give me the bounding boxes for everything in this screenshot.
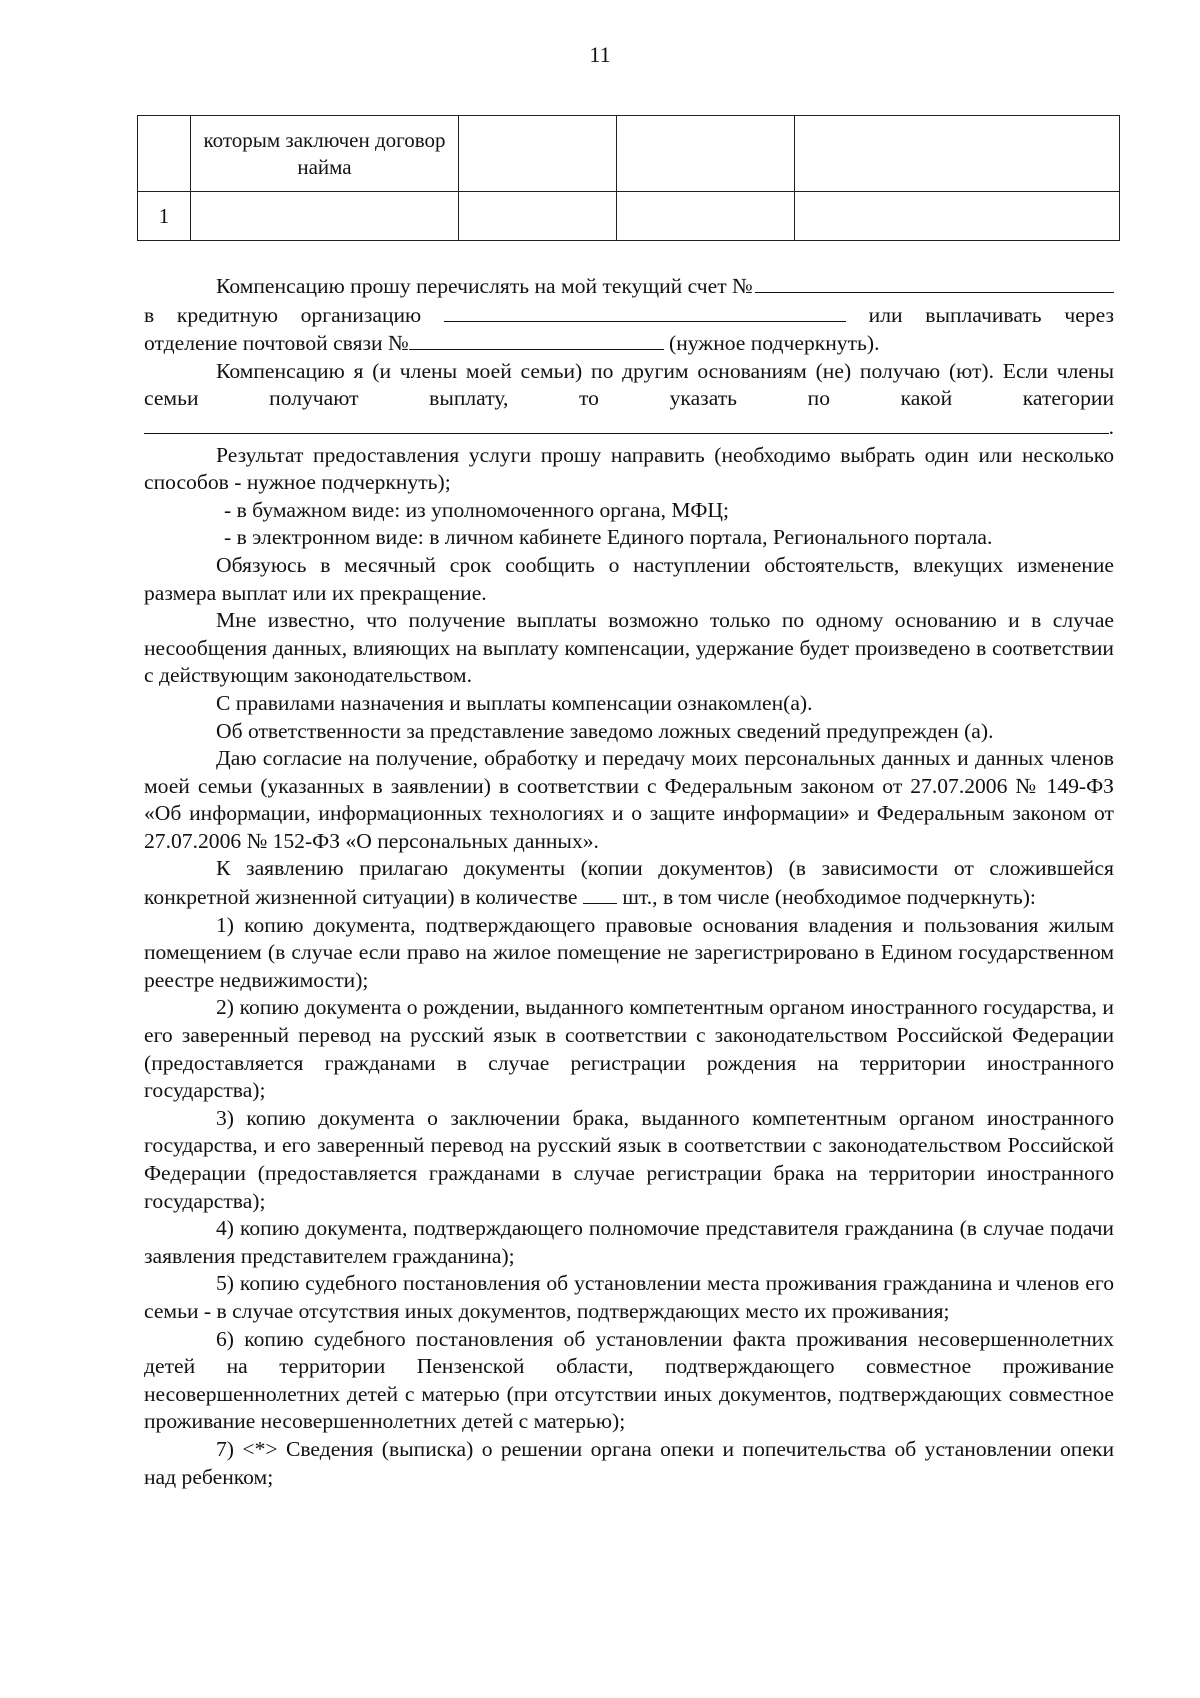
table-cell [459, 192, 617, 241]
table-row [138, 116, 1120, 192]
list-item: 5) копию судебного постановления об установлении места проживания гражданина и членов его семьи - в случае отсутствия иных документов, подтверждающих место их проживания; [144, 1271, 1114, 1323]
bank-name-blank [444, 301, 846, 322]
bank-line: в кредитную организацию или выплачивать через [144, 302, 1114, 327]
form-table [137, 115, 1120, 241]
rules-acknowledgement: С правилами назначения и выплаты компенсации ознакомлен(а). [216, 690, 813, 715]
table-cell [617, 116, 795, 192]
document-count-blank [583, 883, 617, 904]
list-item: 6) копию судебного постановления об установлении факта проживания несовершеннолетних детей на территории Пензенской области, подтверждающего совместное проживание несовершеннолетних детей с матерью (при отсутствии иных документов, подтверждающих совместное проживание несовершеннолетних детей с матерью); [144, 1326, 1114, 1434]
result-delivery-paragraph: Результат предоставления услуги прошу направить (необходимо выбрать один или несколько способов - нужное подчеркнуть); [144, 442, 1114, 495]
table-cell [459, 116, 617, 192]
list-item: 3) копию документа о заключении брака, выданного компетентным органом иностранного государства, и его заверенный перевод на русский язык в соответствии с законодательством Российской Федерации (предоставляется гражданами в случае регистрации брака на территории иностранного государства); [144, 1105, 1114, 1213]
category-line: . [144, 413, 1114, 442]
table-row [138, 192, 1120, 241]
account-line: Компенсацию прошу перечислять на мой текущий счет № [144, 272, 1114, 301]
attachments-paragraph: К заявлению прилагаю документы (копии документов) (в зависимости от сложившейся конкретной жизненной ситуации) в количестве шт., в том числе (необходимое подчеркнуть): [144, 856, 1114, 910]
consent-paragraph: Даю согласие на получение, обработку и передачу моих персональных данных и данных членов моей семьи (указанных в заявлении) в соответствии с Федеральным законом от 27.07.2006 № 149-ФЗ «Об информации, информационных технологиях и о защите информации» и Федеральным законом от 27.07.2006 № 152-ФЗ «О персональных данных». [144, 746, 1114, 853]
list-item: 4) копию документа, подтверждающего полномочие представителя гражданина (в случае подачи заявления представителем гражданина); [144, 1216, 1114, 1268]
liability-warning: Об ответственности за представление заведомо ложных сведений предупрежден (а). [216, 718, 994, 743]
table-cell [795, 116, 1120, 192]
obligation-paragraph: Обязуюсь в месячный срок сообщить о наступлении обстоятельств, влекущих изменение размера выплат или их прекращение. [144, 552, 1114, 605]
other-compensation-paragraph: Компенсацию я (и члены моей семьи) по другим основаниям (не) получаю (ют). Если члены семьи получают выплату, то указать по какой категории [144, 358, 1114, 411]
awareness-paragraph: Мне известно, что получение выплаты возможно только по одному основанию и в случае несообщения данных, влияющих на выплату компенсации, удержание будет произведено в соответствии с действующим законодательством. [144, 608, 1114, 688]
table-cell [617, 192, 795, 241]
delivery-option-electronic: - в электронном виде: в личном кабинете Единого портала, Регионального портала. [224, 525, 993, 550]
delivery-option-paper: - в бумажном виде: из уполномоченного органа, МФЦ; [224, 497, 729, 522]
table-cell [138, 116, 191, 192]
list-item: 7) <*> Сведения (выписка) о решении органа опеки и попечительства об установлении опеки над ребенком; [144, 1436, 1114, 1489]
page-number: 11 [589, 42, 611, 67]
post-office-line: отделение почтовой связи № (нужное подчеркнуть). [144, 331, 880, 356]
post-office-number-blank [409, 329, 664, 350]
list-item: 1) копию документа, подтверждающего правовые основания владения и пользования жилым помещением (в случае если право на жилое помещение не зарегистрировано в Едином государственном реестре недвижимости); [144, 912, 1114, 992]
table-cell: которым заключен договор найма [191, 116, 459, 192]
table-cell [795, 192, 1120, 241]
list-item: 2) копию документа о рождении, выданного компетентным органом иностранного государства, и его заверенный перевод на русский язык в соответствии с законодательством Российской Федерации (предоставляется гражданами в случае регистрации рождения на территории иностранного государства); [144, 995, 1114, 1103]
document-body [144, 272, 1114, 1491]
account-number-blank [755, 272, 1114, 293]
table-cell [191, 192, 459, 241]
table-cell: 1 [138, 192, 191, 241]
category-blank [144, 413, 1109, 434]
